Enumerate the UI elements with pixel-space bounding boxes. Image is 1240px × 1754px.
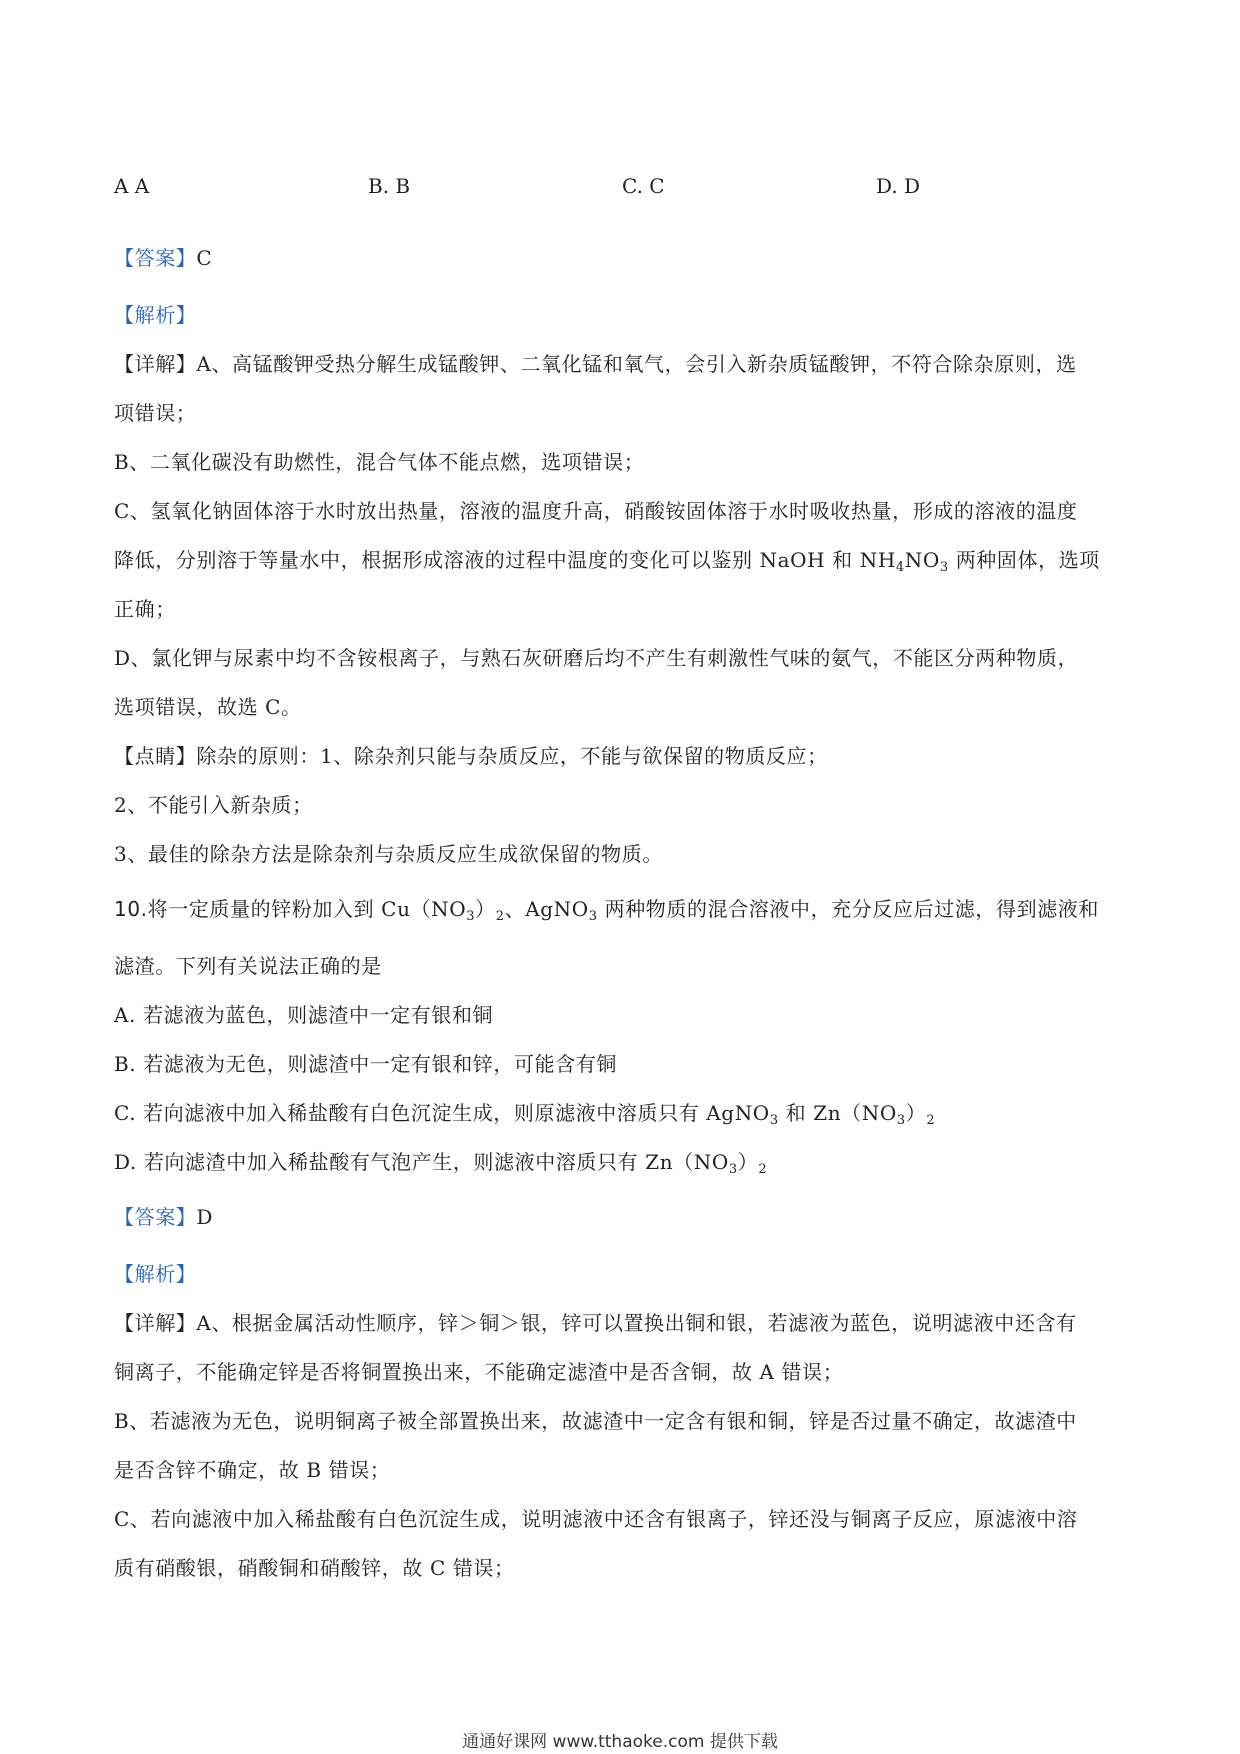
q9-detail-line: 选项错误，故选 C。 (114, 695, 302, 719)
q10-detail-line: C、若向滤液中加入稀盐酸有白色沉淀生成，说明滤液中还含有银离子，锌还没与铜离子反应，原滤液中溶 (114, 1507, 1078, 1531)
q9-detail-line: B、二氧化碳没有助燃性，混合气体不能点燃，选项错误； (114, 450, 645, 474)
q10-option-a: A. 若滤液为蓝色，则滤渣中一定有银和铜 (114, 1003, 494, 1027)
option-prev-a: A A (114, 174, 150, 198)
q10-answer: 【答案】D (114, 1205, 214, 1229)
option-prev-b: B. B (368, 174, 411, 198)
q9-answer: 【答案】C (114, 246, 213, 270)
q9-tip-line: 2、不能引入新杂质； (114, 793, 313, 817)
q10-option-b: B. 若滤液为无色，则滤渣中一定有银和锌，可能含有铜 (114, 1052, 618, 1076)
q10-detail-line: B、若滤液为无色，说明铜离子被全部置换出来，故滤渣中一定含有银和铜，锌是否过量不确定，故滤渣中 (114, 1409, 1077, 1433)
q10-stem: 滤渣。下列有关说法正确的是 (114, 954, 382, 978)
q10-detail-line: 【详解】A、根据金属活动性顺序，锌＞铜＞银，锌可以置换出铜和银，若滤液为蓝色，说明滤液中还含有 (114, 1311, 1077, 1335)
q9-tip-line: 【点睛】除杂的原则：1、除杂剂只能与杂质反应，不能与欲保留的物质反应； (114, 744, 828, 768)
q9-tip-line: 3、最佳的除杂方法是除杂剂与杂质反应生成欲保留的物质。 (114, 842, 663, 866)
q10-detail-line: 质有硝酸银，硝酸铜和硝酸锌，故 C 错误； (114, 1556, 515, 1580)
page-footer: 通通好课网 www.tthaoke.com 提供下载 (462, 1732, 778, 1752)
question-number: 10. (114, 897, 148, 921)
q9-detail-line: 正确； (114, 597, 176, 621)
q10-analysis-label: 【解析】 (114, 1262, 197, 1286)
q9-detail-line: C、氢氧化钠固体溶于水时放出热量，溶液的温度升高，硝酸铵固体溶于水时吸收热量，形成的溶液的温度 (114, 499, 1078, 523)
q10-stem: 10.将一定质量的锌粉加入到 $Cu(NO_3)_2$、AgNO$_3$ 两种物质的混合溶液中，充分反应后过滤，得到滤液和 (114, 897, 1099, 924)
q9-detail-line: D、氯化钾与尿素中均不含铵根离子，与熟石灰研磨后均不产生有刺激性气味的氨气，不能区分两种物质， (114, 646, 1079, 670)
q9-detail-line: 项错误； (114, 401, 197, 425)
option-prev-c: C. C (622, 174, 665, 198)
option-prev-d: D. D (876, 174, 921, 198)
q9-analysis-label: 【解析】 (114, 303, 197, 327)
q10-option-c: C. 若向滤液中加入稀盐酸有白色沉淀生成，则原滤液中溶质只有 AgNO$_3$ 和 $Zn(NO_3)_2$ (114, 1101, 936, 1128)
q10-option-d: D. 若向滤渣中加入稀盐酸有气泡产生，则滤液中溶质只有 $Zn(NO_3)_2$ (114, 1150, 768, 1177)
q9-detail-line: 降低，分别溶于等量水中，根据形成溶液的过程中温度的变化可以鉴别 NaOH 和 $NH_4NO_3$ 两种固体，选项 (114, 548, 1100, 575)
q10-detail-line: 是否含锌不确定，故 B 错误； (114, 1458, 391, 1482)
q9-detail-line: 【详解】A、高锰酸钾受热分解生成锰酸钾、二氧化锰和氧气，会引入新杂质锰酸钾，不符合除杂原则，选 (114, 352, 1077, 376)
q10-detail-line: 铜离子，不能确定锌是否将铜置换出来，不能确定滤渣中是否含铜，故 A 错误； (114, 1360, 844, 1384)
